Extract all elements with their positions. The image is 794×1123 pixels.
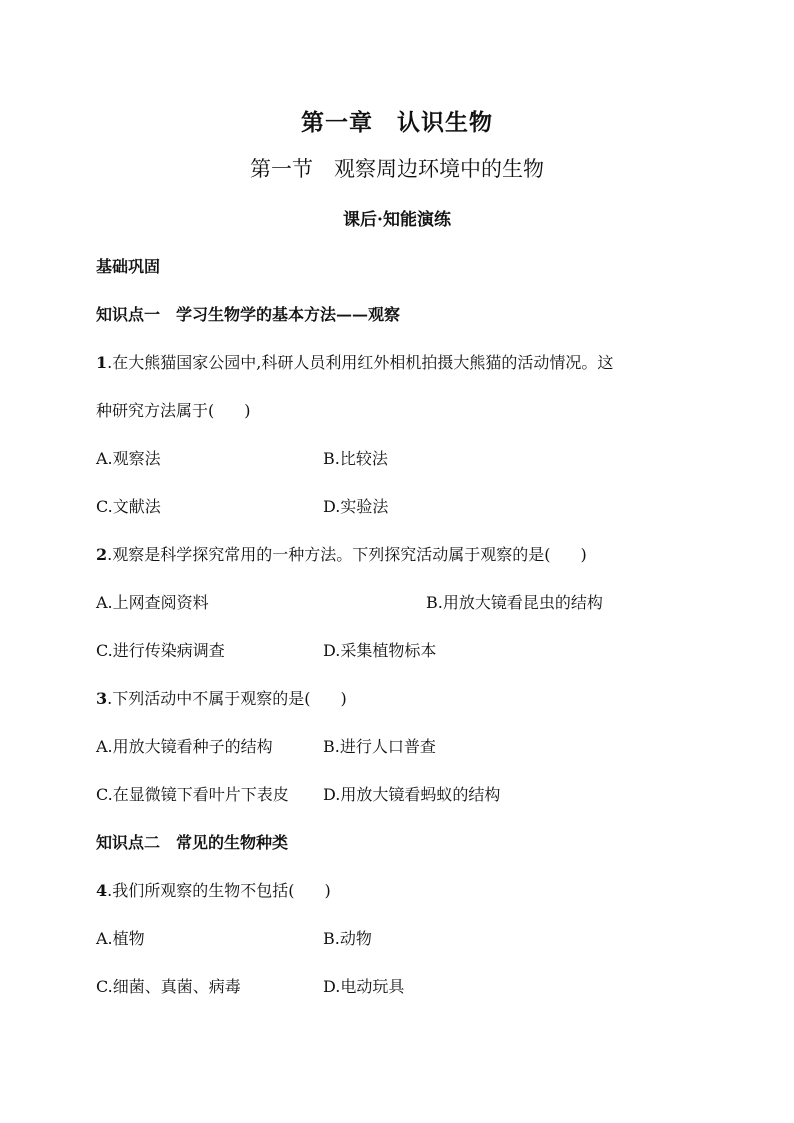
option-c: C.文献法 <box>96 497 161 516</box>
option-b: B.比较法 <box>323 449 388 468</box>
bracket-close: ) <box>324 881 331 900</box>
section-title: 第一节 观察周边环境中的生物 <box>250 157 544 181</box>
question-number: 2 <box>96 545 108 564</box>
bracket-close: ) <box>340 689 347 708</box>
knowledge-point-1: 知识点一 学习生物学的基本方法——观察 <box>96 305 401 324</box>
option-c: C.细菌、真菌、病毒 <box>96 977 241 996</box>
question-text: .观察是科学探究常用的一种方法。下列探究活动属于观察的是( <box>107 545 551 564</box>
question-number: 4 <box>96 881 108 900</box>
part-heading: 基础巩固 <box>96 257 161 276</box>
question-3 <box>96 686 347 709</box>
bracket-close: ) <box>580 545 587 564</box>
exercise-subtitle: 课后·知能演练 <box>343 210 451 230</box>
knowledge-point-2: 知识点二 常见的生物种类 <box>96 833 289 852</box>
option-d: D.实验法 <box>323 497 389 516</box>
option-d: D.用放大镜看蚂蚁的结构 <box>323 785 501 804</box>
question-1-line-2 <box>96 398 251 421</box>
option-a: A.观察法 <box>96 449 161 468</box>
option-a: A.植物 <box>96 929 145 948</box>
option-d: D.采集植物标本 <box>323 641 437 660</box>
option-c: C.进行传染病调查 <box>96 641 225 660</box>
question-text: 种研究方法属于( <box>96 401 215 420</box>
question-text: .在大熊猫国家公园中,科研人员利用红外相机拍摄大熊猫的活动情况。这 <box>107 353 614 372</box>
question-1-line-1 <box>96 350 613 373</box>
chapter-title: 第一章 认识生物 <box>301 109 493 136</box>
question-4 <box>96 878 331 901</box>
question-text: .我们所观察的生物不包括( <box>107 881 295 900</box>
option-c: C.在显微镜下看叶片下表皮 <box>96 785 289 804</box>
option-b: B.用放大镜看昆虫的结构 <box>426 593 603 612</box>
option-b: B.进行人口普查 <box>323 737 436 756</box>
option-b: B.动物 <box>323 929 372 948</box>
bracket-close: ) <box>244 401 251 420</box>
question-number: 1 <box>96 353 108 372</box>
question-number: 3 <box>96 689 108 708</box>
option-a: A.上网查阅资料 <box>96 593 209 612</box>
option-a: A.用放大镜看种子的结构 <box>96 737 273 756</box>
question-text: .下列活动中不属于观察的是( <box>107 689 311 708</box>
option-d: D.电动玩具 <box>323 977 405 996</box>
question-2 <box>96 542 587 565</box>
